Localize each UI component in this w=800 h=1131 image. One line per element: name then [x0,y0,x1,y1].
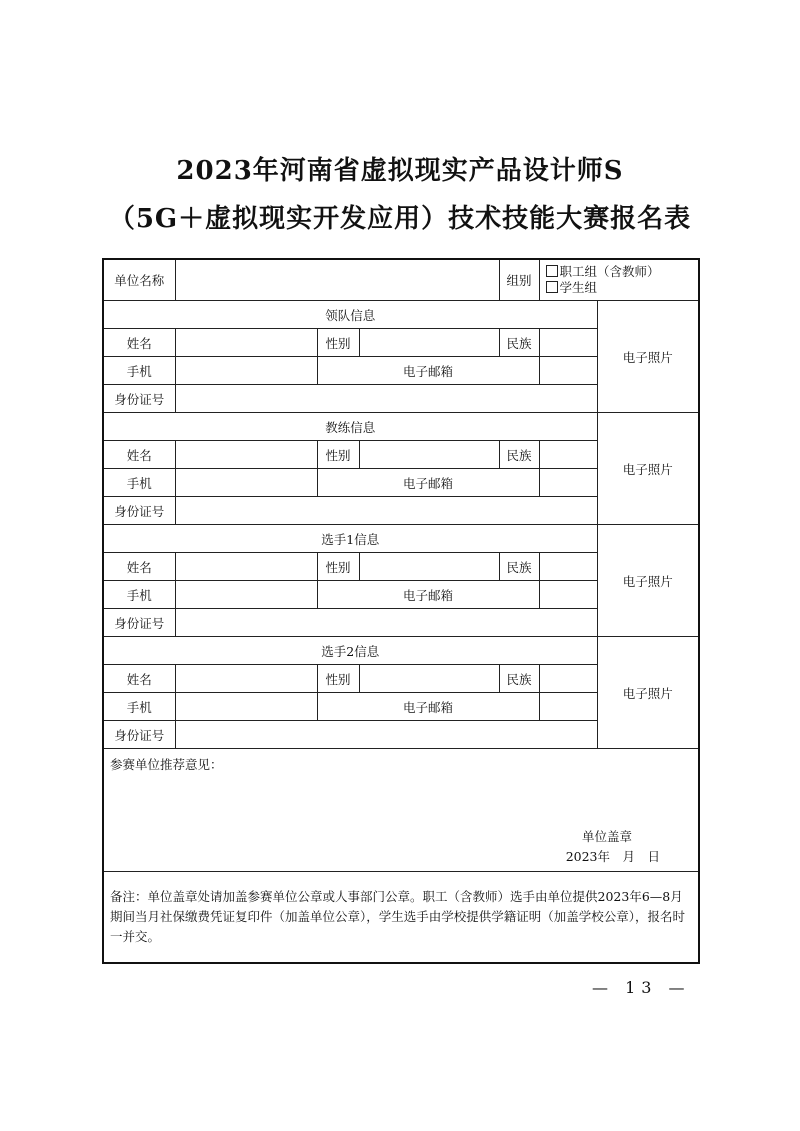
email-input[interactable] [539,693,597,721]
ethnicity-label: 民族 [499,553,539,581]
ethnicity-input[interactable] [539,553,597,581]
group-label: 组别 [499,259,539,301]
id-label: 身份证号 [103,497,175,525]
section-heading: 选手2信息 [103,637,597,665]
section-heading: 选手1信息 [103,525,597,553]
id-label: 身份证号 [103,721,175,749]
email-input[interactable] [539,469,597,497]
date-label: 2023年 月 日 [565,849,661,864]
section-heading: 领队信息 [103,301,597,329]
email-label: 电子邮箱 [317,357,539,385]
id-input[interactable] [175,609,597,637]
email-input[interactable] [539,581,597,609]
ethnicity-label: 民族 [499,665,539,693]
photo-cell[interactable]: 电子照片 [597,525,699,637]
phone-input[interactable] [175,581,317,609]
option-student[interactable]: 学生组 [546,280,693,296]
registration-form [102,258,700,964]
phone-input[interactable] [175,693,317,721]
checkbox-icon[interactable] [546,265,558,277]
name-label: 姓名 [103,665,175,693]
seal-label: 单位盖章 [582,829,633,844]
gender-label: 性别 [317,665,359,693]
gender-label: 性别 [317,553,359,581]
option-staff[interactable]: 职工组（含教师） [546,264,693,280]
page-number: — 13 — [592,978,691,997]
name-input[interactable] [175,665,317,693]
name-input[interactable] [175,329,317,357]
id-input[interactable] [175,721,597,749]
unit-name-input[interactable] [175,259,499,301]
ethnicity-label: 民族 [499,441,539,469]
phone-label: 手机 [103,357,175,385]
opinion-cell[interactable] [103,749,699,872]
id-label: 身份证号 [103,609,175,637]
gender-input[interactable] [359,329,499,357]
photo-cell[interactable]: 电子照片 [597,637,699,749]
gender-label: 性别 [317,329,359,357]
page-title-line1: 2023年河南省虚拟现实产品设计师S [176,156,624,186]
name-input[interactable] [175,441,317,469]
id-input[interactable] [175,497,597,525]
name-input[interactable] [175,553,317,581]
phone-input[interactable] [175,357,317,385]
phone-label: 手机 [103,693,175,721]
id-label: 身份证号 [103,385,175,413]
page-title-line2: （5G＋虚拟现实开发应用）技术技能大赛报名表 [108,204,692,234]
email-label: 电子邮箱 [317,693,539,721]
ethnicity-label: 民族 [499,329,539,357]
email-input[interactable] [539,357,597,385]
name-label: 姓名 [103,441,175,469]
phone-label: 手机 [103,469,175,497]
id-input[interactable] [175,385,597,413]
opinion-label: 参赛单位推荐意见： [110,757,223,772]
email-label: 电子邮箱 [317,469,539,497]
note-text: 备注：单位盖章处请加盖参赛单位公章或人事部门公章。职工（含教师）选手由单位提供2023年6—8月期间当月社保缴费凭证复印件（加盖单位公章），学生选手由学校提供学籍证明（加盖学校公章），报名时一并交。 [103,872,699,964]
section-heading: 教练信息 [103,413,597,441]
gender-input[interactable] [359,441,499,469]
group-options [539,259,699,301]
unit-name-label: 单位名称 [103,259,175,301]
ethnicity-input[interactable] [539,441,597,469]
ethnicity-input[interactable] [539,665,597,693]
photo-cell[interactable]: 电子照片 [597,301,699,413]
name-label: 姓名 [103,329,175,357]
email-label: 电子邮箱 [317,581,539,609]
phone-input[interactable] [175,469,317,497]
phone-label: 手机 [103,581,175,609]
name-label: 姓名 [103,553,175,581]
gender-input[interactable] [359,665,499,693]
gender-label: 性别 [317,441,359,469]
gender-input[interactable] [359,553,499,581]
ethnicity-input[interactable] [539,329,597,357]
checkbox-icon[interactable] [546,281,558,293]
photo-cell[interactable]: 电子照片 [597,413,699,525]
